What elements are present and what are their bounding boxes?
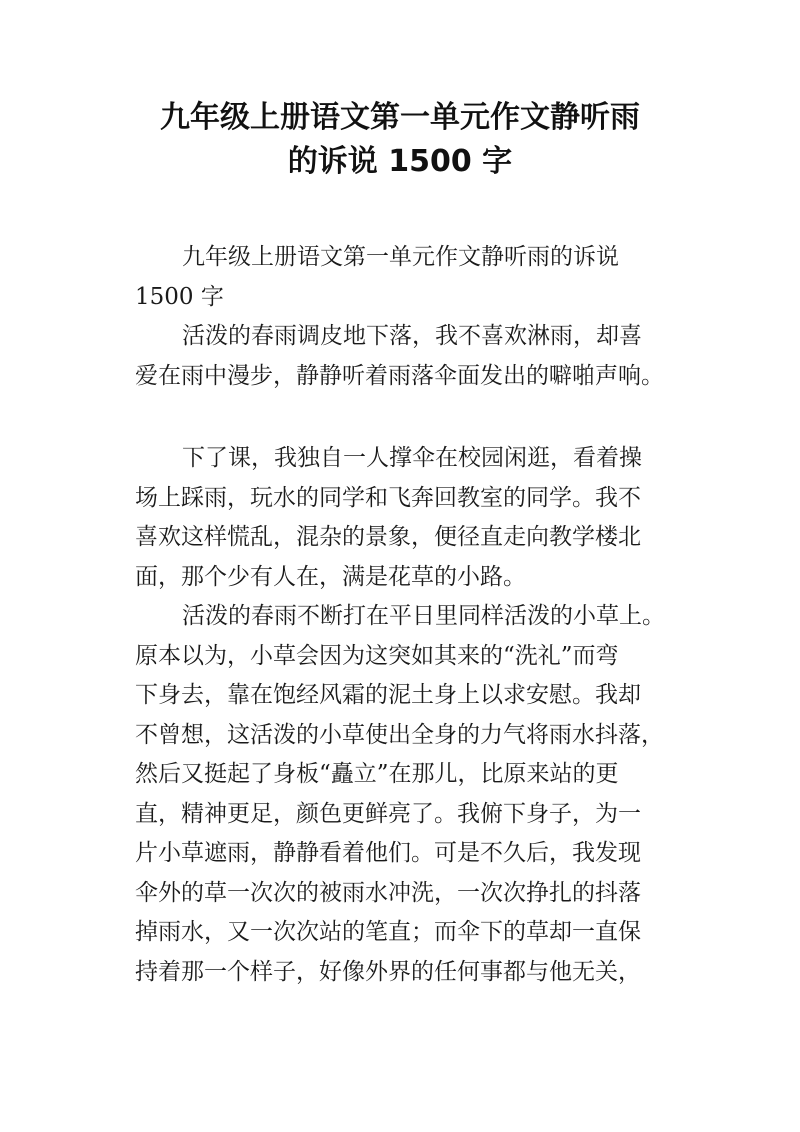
paragraph-3-line-1: 下了课，我独自一人撑伞在校园闲逛，看着操 (182, 445, 642, 471)
paragraph-2-line-1: 活泼的春雨调皮地下落，我不喜欢淋雨，却喜 (182, 323, 642, 349)
paragraph-4-line-4: 不曾想，这活泼的小草使出全身的力气将雨水抖落， (135, 721, 664, 748)
paragraph-4-line-8: 伞外的草一次次的被雨水冲洗，一次次挣扎的抖落 (135, 879, 641, 906)
document-title (0, 96, 800, 184)
paragraph-2-line-2: 爱在雨中漫步，静静听着雨落伞面发出的噼啪声响。 (135, 362, 664, 389)
paragraph-4-line-5: 然后又挺起了身板“矗立”在那儿，比原来站的更 (135, 761, 619, 787)
title-line-2: 的诉说 1500 字 (287, 144, 513, 179)
paragraph-4-line-6: 直，精神更足，颜色更鲜亮了。我俯下身子，为一 (135, 800, 641, 827)
paragraph-4-line-3: 下身去，靠在饱经风霜的泥土身上以求安慰。我却 (135, 682, 641, 708)
paragraph-gap (135, 396, 670, 439)
paragraph-3-line-3: 喜欢这样慌乱，混杂的景象，便径直走向教学楼北 (135, 524, 641, 550)
title-line-1: 九年级上册语文第一单元作文静听雨 (160, 100, 640, 135)
paragraph-1-line-2: 1500 字 (135, 283, 224, 310)
paragraph-4-line-7: 片小草遮雨，静静看着他们。可是不久后，我发现 (135, 840, 641, 866)
document-body (135, 238, 670, 992)
paragraph-3-line-2: 场上踩雨，玩水的同学和飞奔回教室的同学。我不 (135, 484, 641, 511)
paragraph-4-line-1: 活泼的春雨不断打在平日里同样活泼的小草上。 (182, 603, 665, 629)
paragraph-3-line-4: 面，那个少有人在，满是花草的小路。 (135, 563, 526, 590)
paragraph-1-line-1: 九年级上册语文第一单元作文静听雨的诉说 (182, 244, 619, 270)
paragraph-4-line-10: 持着那一个样子，好像外界的任何事都与他无关， (135, 958, 641, 985)
paragraph-4-line-2: 原本以为，小草会因为这突如其来的“洗礼”而弯 (135, 642, 619, 669)
paragraph-4-line-9: 掉雨水，又一次次站的笔直；而伞下的草却一直保 (135, 919, 641, 945)
